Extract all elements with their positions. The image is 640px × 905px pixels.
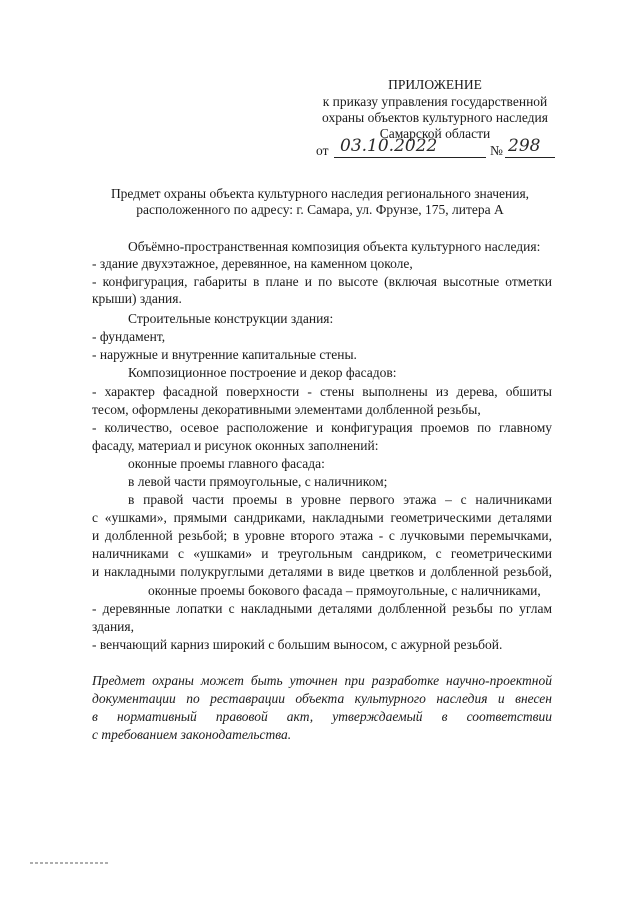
number-underline	[505, 157, 555, 158]
date-underline	[334, 157, 486, 158]
body-line: оконные проемы бокового фасада – прямоугольные, с наличниками,	[148, 583, 541, 598]
body-line: - характер фасадной поверхности - стены выполнены из дерева, обшиты	[92, 384, 552, 399]
header-line: Самарской области	[379, 126, 491, 141]
section-heading: Объёмно-пространственная композиция объекта культурного наследия:	[128, 239, 541, 254]
header-line: к приказу управления государственной	[322, 94, 548, 109]
date-handwritten: 03.10.2022	[340, 136, 438, 156]
section-heading: Строительные конструкции здания:	[128, 311, 334, 326]
body-line: наличниками с «ушками» и треугольным сандриком, с геометрическими	[92, 546, 552, 561]
number-handwritten: 298	[508, 136, 541, 156]
header-line: охраны объектов культурного наследия	[322, 110, 548, 125]
body-line: - наружные и внутренние капитальные стены.	[92, 347, 357, 362]
scan-artifact	[30, 862, 108, 864]
body-line: тесом, оформлены декоративными элементами долбленной резьбы,	[92, 402, 481, 417]
section-heading: Композиционное построение и декор фасадов:	[128, 365, 397, 380]
body-line: оконные проемы главного фасада:	[128, 456, 325, 471]
body-line: в правой части проемы в уровне первого этажа – с наличниками	[128, 492, 552, 507]
appendix-title: ПРИЛОЖЕНИЕ	[388, 77, 482, 92]
body-line: и долбленной резьбой; в уровне второго этажа - с лучковыми перемычками,	[92, 528, 552, 543]
body-line: в левой части прямоугольные, с наличником;	[128, 474, 388, 489]
note-line: Предмет охраны может быть уточнен при разработке научно-проектной	[92, 673, 552, 688]
body-line: - венчающий карниз широкий с большим выносом, с ажурной резьбой.	[92, 637, 503, 652]
body-line: с «ушками», прямыми сандриками, накладными геометрическими деталями	[92, 510, 552, 525]
note-line: в нормативный правовой акт, утверждаемый в соответствии	[92, 709, 552, 724]
document-title: Предмет охраны объекта культурного наследия регионального значения,	[110, 186, 530, 201]
date-prefix: от	[316, 143, 329, 158]
note-line: с требованием законодательства.	[92, 727, 292, 742]
note-line: документации по реставрации объекта культурного наследия и внесен	[92, 691, 552, 706]
body-line: - фундамент,	[92, 329, 166, 344]
body-line: фасаду, материал и рисунок оконных заполнений:	[92, 438, 379, 453]
body-line: - деревянные лопатки с накладными деталями долбленной резьбы по углам	[92, 601, 552, 616]
number-prefix: №	[490, 143, 503, 158]
body-line: крыши) здания.	[92, 291, 182, 306]
document-title: расположенного по адресу: г. Самара, ул. Фрунзе, 175, литера А	[136, 202, 504, 217]
body-line: - здание двухэтажное, деревянное, на каменном цоколе,	[92, 256, 413, 271]
body-line: - количество, осевое расположение и конфигурация проемов по главному	[92, 420, 552, 435]
body-line: - конфигурация, габариты в плане и по высоте (включая высотные отметки	[92, 274, 552, 289]
body-line: и накладными полукруглыми деталями в виде цветков и долбленной резьбой,	[92, 564, 552, 579]
body-line: здания,	[92, 619, 134, 634]
